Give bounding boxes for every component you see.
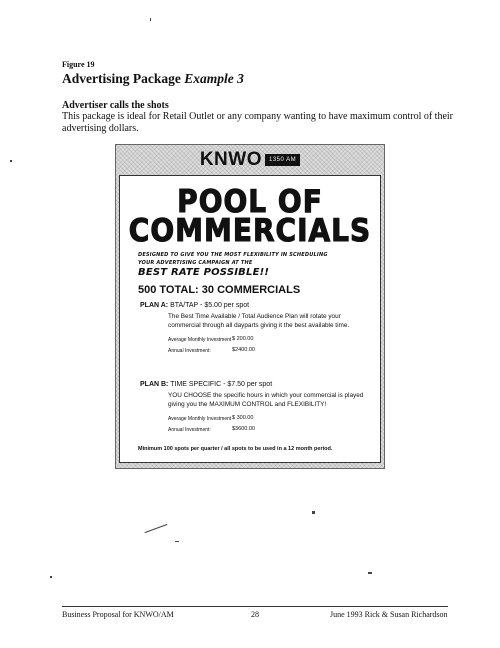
scan-speck <box>10 160 12 162</box>
ad-header <box>116 145 384 175</box>
logo-box: 1350 AM <box>265 154 300 166</box>
ad-footnote: Minimum 100 spots per quarter / all spots to be used in a 12 month period. <box>138 446 333 452</box>
plan-a-label: PLAN A: <box>140 302 169 309</box>
ad-tagline-2: YOUR ADVERTISING CAMPAIGN AT THE <box>138 260 253 266</box>
footer-date-authors: June 1993 Rick & Susan Richardson <box>330 610 448 619</box>
ad-tagline-3: BEST RATE POSSIBLE!! <box>138 267 270 278</box>
plan-b-annual-label: Annual Investment: <box>168 427 211 433</box>
plan-b-annual-value: $3600.00 <box>232 426 255 432</box>
plan-a-annual-value: $2400.00 <box>232 347 255 353</box>
ad-title-line2: COMMERCIALS <box>128 212 372 249</box>
logo-text: KNWO <box>199 149 262 170</box>
figure-example: Example 3 <box>184 71 244 86</box>
plan-a-monthly-value: $ 200.00 <box>232 336 254 342</box>
plan-a-annual-label: Annual Investment: <box>168 348 211 354</box>
plan-b-name: TIME SPECIFIC - $7.50 per spot <box>170 381 273 388</box>
scan-speck <box>368 572 372 574</box>
scan-speck <box>145 524 168 533</box>
figure-label: Figure 19 <box>62 60 95 69</box>
page-number: 28 <box>251 610 259 619</box>
plan-a-description: The Best Time Available / Total Audience Plan will rotate your commercial through all dayparts giving it the best available time. <box>168 313 350 329</box>
station-logo <box>200 149 300 171</box>
section-intro: This package is ideal for Retail Outlet or any company wanting to have maximum control of their advertising dollars. <box>62 111 454 134</box>
ad-body <box>119 175 381 463</box>
ad-total: 500 TOTAL: 30 COMMERCIALS <box>138 284 301 296</box>
scan-speck <box>312 511 315 514</box>
plan-a-heading <box>140 302 249 309</box>
figure-title <box>62 71 244 87</box>
plan-b-heading <box>140 381 272 388</box>
scan-speck <box>175 541 179 542</box>
plan-a-name: BTA/TAP - $5.00 per spot <box>170 302 250 309</box>
plan-b-monthly-value: $ 300.00 <box>232 415 254 421</box>
scan-speck <box>150 18 151 21</box>
footer-rule <box>62 606 448 607</box>
scan-speck <box>50 576 52 578</box>
plan-b-label: PLAN B: <box>140 381 169 388</box>
plan-a-monthly-label: Average Monthly Investment <box>168 337 232 343</box>
footer-title: Business Proposal for KNWO/AM <box>62 610 174 619</box>
ad-tagline-1: DESIGNED TO GIVE YOU THE MOST FLEXIBILITY IN SCHEDULING <box>138 252 328 258</box>
plan-b-monthly-label: Average Monthly Investment <box>168 416 232 422</box>
plan-b-description: YOU CHOOSE the specific hours in which your commercial is played giving you the MAXIMUM CONTROL and FLEXIBILITY! <box>168 392 364 408</box>
figure-title-text: Advertising Package <box>62 71 181 86</box>
section-heading: Advertiser calls the shots <box>62 100 169 111</box>
ad-title-line1: POOL OF <box>177 183 323 220</box>
advertisement-flyer <box>115 144 385 469</box>
